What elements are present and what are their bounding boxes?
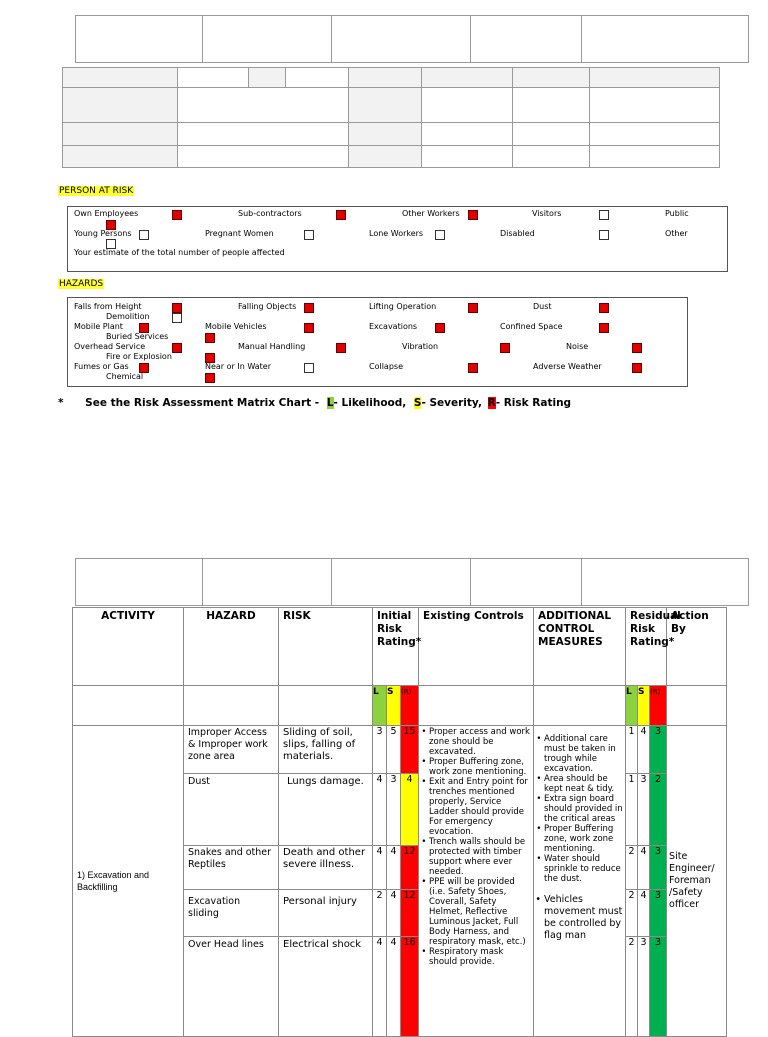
initial-l-cell: 4	[373, 937, 387, 1037]
hazard-checkbox-buried-services[interactable]	[205, 333, 215, 343]
checkbox-visitors[interactable]	[599, 210, 609, 220]
initial-r-cell: 15	[401, 726, 419, 774]
matrix-note-star: *	[58, 397, 64, 409]
residual-s-cell: 4	[638, 890, 650, 937]
col-header-action-by: Action By	[667, 608, 727, 686]
initial-r-cell: 4	[401, 774, 419, 846]
col-header-additional-controls: ADDITIONAL CONTROL MEASURES	[534, 608, 626, 686]
sub-header-r: (R)	[401, 686, 419, 726]
activity-cell	[73, 726, 184, 1037]
residual-l-cell: 1	[626, 774, 638, 846]
hazard-checkbox-mobile-vehicles[interactable]	[304, 323, 314, 333]
matrix-note-s-text: - Severity,	[421, 397, 482, 409]
hazard-label-adverse-weather: Adverse Weather	[533, 362, 602, 371]
residual-r-cell: 2	[650, 774, 667, 846]
header-box-bottom	[75, 558, 749, 606]
checkbox-label-pregnant-women: Pregnant Women	[205, 229, 274, 238]
initial-r-cell: 12	[401, 890, 419, 937]
checkbox-pregnant-women[interactable]	[304, 230, 314, 240]
checkbox-label-other-workers: Other Workers	[402, 209, 460, 218]
hazard-label-overhead-service: Overhead Service	[74, 342, 146, 351]
existing-controls-cell	[419, 726, 534, 1037]
col-header-initial-rating: Initial Risk Rating*	[373, 608, 419, 686]
checkbox-label-own-employees: Own Employees	[74, 209, 139, 218]
initial-l-cell: 4	[373, 774, 387, 846]
hazard-cell: Dust	[184, 774, 279, 846]
existing-control-item: • Exit and Entry point for trenches mentioned properly, Service Ladder should provide	[429, 777, 531, 817]
sub-header-residual-l: L	[626, 686, 638, 726]
checkbox-own-employees[interactable]	[172, 210, 182, 220]
sub-header-residual-s: S	[638, 686, 650, 726]
info-grid	[62, 67, 720, 168]
existing-control-item: • Respiratory mask should provide.	[429, 947, 531, 967]
risk-cell: Death and other severe illness.	[279, 846, 373, 890]
matrix-note-l-text: - Likelihood,	[333, 397, 407, 409]
col-header-residual-rating: Residual Risk Rating*	[626, 608, 667, 686]
residual-s-cell: 4	[638, 846, 650, 890]
hazard-checkbox-dust[interactable]	[599, 303, 609, 313]
hazard-label-dust: Dust	[533, 302, 552, 311]
residual-r-cell: 3	[650, 890, 667, 937]
matrix-note	[58, 397, 571, 409]
additional-control-item: • Proper Buffering zone, work zone mentioning.	[544, 824, 623, 854]
hazard-label-lifting-operation: Lifting Operation	[369, 302, 437, 311]
risk-cell: Sliding of soil, slips, falling of materials.	[279, 726, 373, 774]
initial-l-cell: 4	[373, 846, 387, 890]
initial-s-cell: 3	[387, 774, 401, 846]
hazard-label-chemical: Chemical	[106, 372, 144, 381]
sub-header-l: L	[373, 686, 387, 726]
table-row	[73, 726, 727, 774]
hazard-checkbox-confined-space[interactable]	[599, 323, 609, 333]
sub-header-residual-r: (R)	[650, 686, 667, 726]
checkbox-lone-workers[interactable]	[435, 230, 445, 240]
additional-controls-cell	[534, 726, 626, 1037]
hazard-checkbox-near-or-in-water[interactable]	[304, 363, 314, 373]
hazard-label-noise: Noise	[566, 342, 589, 351]
hazard-checkbox-falls-from-height[interactable]	[172, 303, 182, 313]
existing-control-item: • Proper access and work zone should be excavated.	[429, 727, 531, 757]
matrix-note-text: See the Risk Assessment Matrix Chart -	[85, 397, 320, 409]
initial-s-cell: 5	[387, 726, 401, 774]
people-estimate-label: Your estimate of the total number of people affected	[74, 248, 285, 257]
col-header-existing-controls: Existing Controls	[419, 608, 534, 686]
existing-control-item: • Proper Buffering zone, work zone mentioning.	[429, 757, 531, 777]
additional-control-item: • Area should be kept neat & tidy.	[544, 774, 623, 794]
col-header-activity: ACTIVITY	[73, 608, 184, 686]
hazard-label-mobile-vehicles: Mobile Vehicles	[205, 322, 267, 331]
matrix-note-s: S	[413, 397, 422, 409]
hazard-label-mobile-plant: Mobile Plant	[74, 322, 123, 331]
hazard-label-demolition: Demolition	[106, 312, 150, 321]
hazard-checkbox-excavations[interactable]	[435, 323, 445, 333]
hazard-checkbox-noise[interactable]	[632, 343, 642, 353]
activity-label: 1) Excavation and Backfilling	[77, 870, 150, 892]
initial-l-cell: 2	[373, 890, 387, 937]
hazard-label-fire-or-explosion: Fire or Explosion	[106, 352, 172, 361]
hazard-cell: Improper Access & Improper work zone area	[184, 726, 279, 774]
additional-control-item: • Vehicles movement must be controlled by flag man	[544, 894, 623, 942]
hazard-checkbox-falling-objects[interactable]	[304, 303, 314, 313]
residual-r-cell: 3	[650, 937, 667, 1037]
hazard-label-fumes-or-gas: Fumes or Gas	[74, 362, 129, 371]
checkbox-young-persons[interactable]	[139, 230, 149, 240]
hazard-label-falls-from-height: Falls from Height	[74, 302, 142, 311]
hazard-cell: Over Head lines	[184, 937, 279, 1037]
hazard-checkbox-adverse-weather[interactable]	[632, 363, 642, 373]
initial-r-cell: 12	[401, 846, 419, 890]
hazard-checkbox-demolition[interactable]	[172, 313, 182, 323]
checkbox-other-workers[interactable]	[468, 210, 478, 220]
checkbox-label-other: Other	[665, 229, 688, 238]
residual-r-cell: 3	[650, 846, 667, 890]
col-header-risk: RISK	[279, 608, 373, 686]
checkbox-label-sub-contractors: Sub-contractors	[238, 209, 302, 218]
residual-s-cell: 3	[638, 937, 650, 1037]
initial-s-cell: 4	[387, 937, 401, 1037]
hazard-checkbox-chemical[interactable]	[205, 373, 215, 383]
residual-l-cell: 2	[626, 937, 638, 1037]
additional-control-item: • Extra sign board should provided in the critical areas	[544, 794, 623, 824]
hazard-label-falling-objects: Falling Objects	[238, 302, 297, 311]
matrix-note-l: L	[326, 397, 334, 409]
checkbox-label-young-persons: Young Persons	[74, 229, 132, 238]
sub-header-s: S	[387, 686, 401, 726]
risk-cell: Electrical shock	[279, 937, 373, 1037]
hazard-label-excavations: Excavations	[369, 322, 418, 331]
residual-l-cell: 2	[626, 890, 638, 937]
initial-s-cell: 4	[387, 890, 401, 937]
additional-control-item: • Additional care must be taken in trough while excavation.	[544, 734, 623, 774]
hazards-heading: HAZARDS	[59, 279, 104, 289]
hazards-box	[67, 297, 688, 387]
residual-l-cell: 1	[626, 726, 638, 774]
existing-control-item: For emergency evocation.	[429, 817, 493, 837]
additional-control-item: • Water should sprinkle to reduce the dust.	[544, 854, 623, 884]
hazard-checkbox-manual-handling[interactable]	[336, 343, 346, 353]
checkbox-label-public: Public	[665, 209, 689, 218]
checkbox-disabled[interactable]	[599, 230, 609, 240]
matrix-note-r: R	[487, 397, 496, 409]
header-box-top	[75, 15, 749, 63]
hazard-label-buried-services: Buried Services	[106, 332, 169, 341]
checkbox-label-lone-workers: Lone Workers	[369, 229, 424, 238]
matrix-note-r-text: - Risk Rating	[495, 397, 572, 409]
residual-s-cell: 4	[638, 726, 650, 774]
hazard-label-near-or-in-water: Near or In Water	[205, 362, 271, 371]
risk-cell: Lungs damage.	[279, 774, 373, 846]
hazard-label-collapse: Collapse	[369, 362, 403, 371]
col-header-hazard: HAZARD	[184, 608, 279, 686]
residual-s-cell: 3	[638, 774, 650, 846]
person-at-risk-heading: PERSON AT RISK	[59, 186, 134, 196]
existing-control-item: • Trench walls should be protected with timber support where ever needed.	[429, 837, 531, 877]
initial-l-cell: 3	[373, 726, 387, 774]
hazard-label-confined-space: Confined Space	[500, 322, 563, 331]
person-at-risk-box	[67, 206, 728, 272]
hazard-label-vibration: Vibration	[402, 342, 439, 351]
checkbox-sub-contractors[interactable]	[336, 210, 346, 220]
initial-s-cell: 4	[387, 846, 401, 890]
hazard-checkbox-vibration[interactable]	[500, 343, 510, 353]
hazard-label-manual-handling: Manual Handling	[238, 342, 306, 351]
checkbox-label-disabled: Disabled	[500, 229, 535, 238]
hazard-cell: Snakes and other Reptiles	[184, 846, 279, 890]
initial-r-cell: 16	[401, 937, 419, 1037]
residual-r-cell: 3	[650, 726, 667, 774]
hazard-checkbox-collapse[interactable]	[468, 363, 478, 373]
action-by-label: Site Engineer/ Foreman /Safety officer	[669, 851, 715, 910]
hazard-cell: Excavation sliding	[184, 890, 279, 937]
residual-l-cell: 2	[626, 846, 638, 890]
risk-table	[72, 607, 726, 1037]
hazard-checkbox-overhead-service[interactable]	[172, 343, 182, 353]
risk-cell: Personal injury	[279, 890, 373, 937]
action-by-cell	[667, 726, 727, 1037]
existing-control-item: • PPE will be provided (i.e. Safety Shoes, Coverall, Safety Helmet, Reflective Luminous Jacket, Full Body Harness, and respiratory mask, etc.)	[429, 877, 531, 947]
hazard-checkbox-lifting-operation[interactable]	[468, 303, 478, 313]
checkbox-label-visitors: Visitors	[532, 209, 562, 218]
